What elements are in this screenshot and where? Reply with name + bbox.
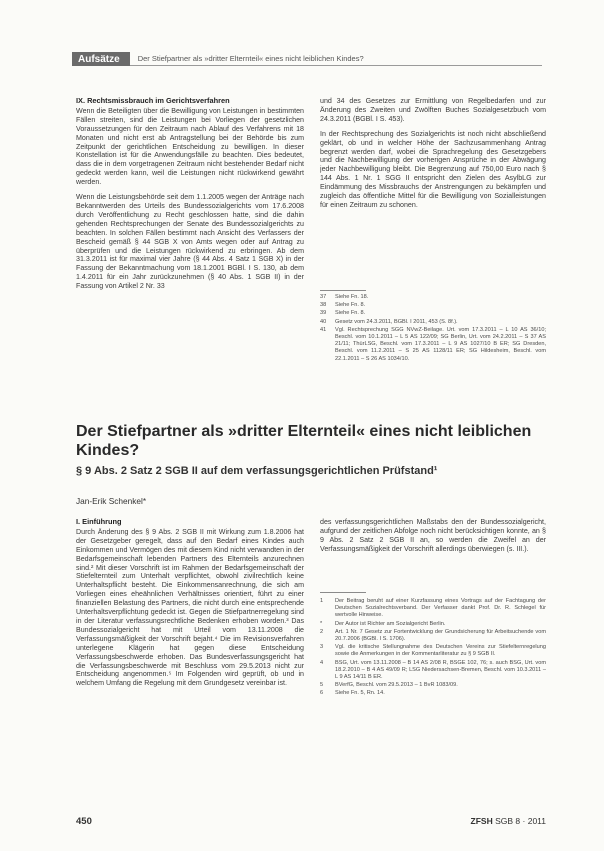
author-name: Jan-Erik Schenkel* <box>76 496 147 506</box>
article-subtitle: § 9 Abs. 2 Satz 2 SGB II auf dem verfassungsgerichtlichen Prüfstand¹ <box>76 465 438 477</box>
footnote-text: Der Beitrag beruht auf einer Kurzfassung eines Vortrags auf der Fachtagung der Deutschen Sozialrechtsverband. Der Verfasser dankt Prof. Dr. R. Schlegel für wertvolle Hinweise. <box>335 598 546 619</box>
footnote-text: Gesetz vom 24.3.2011, BGBl. I 2011, 453 (S. 8f.). <box>335 318 458 325</box>
lower-footnotes <box>320 598 546 808</box>
running-title: Der Stiefpartner als »dritter Elternteil« eines nicht leiblichen Kindes? <box>130 52 542 66</box>
footnote <box>320 690 546 697</box>
lower-left-column <box>76 518 304 808</box>
footnote-text: Siehe Fn. 18. <box>335 294 369 300</box>
paragraph: des verfassungsgerichtlichen Maßstabs den der Bundessozialgericht, aufgrund der zeitlichen Abfolge noch nicht berücksichtigen konnte, an § 9 Abs. 2 Satz 2 SGB II an, so werden die Zweifel an der Verfassungsmäßigkeit der Vorschrift allerdings überwiegen (s. III.). <box>320 518 546 553</box>
paragraph: und 34 des Gesetzes zur Ermittlung von Regelbedarfen und zur Änderung des Zweiten und Zwölften Buches Sozialgesetzbuch vom 24.3.2011 (BGBl. I S. 453). <box>320 97 546 123</box>
journal-issue: SGB 8 · 2011 <box>495 816 546 826</box>
footnote-text: Vgl. Rechtsprechung SGG NVwZ-Beilage. Urt. vom 17.3.2011 – L 10 AS 36/10; Beschl. vom 10.1.2011 – L 5 AS 122/09; SG Berlin, Urt. vom 24.2.2011 – S 37 AS 21/11; ThürLSG, Beschl. vom 17.3.2011 – L 9 AS 1027/10 B ER; SG Dresden, Beschl. vom 11.2.2011 – S 25 AS 1128/11 ER; SG Hildesheim, Beschl. vom 22.1.2011 – S 26 AS 1034/10. <box>335 326 546 362</box>
footnote-text: Der Autor ist Richter am Sozialgericht Berlin. <box>335 620 446 627</box>
paragraph: Wenn die Beteiligten über die Bewilligung von Leistungen in bestimmten Fällen streiten, sind die Leistungen bei Vorliegen der gesetzlichen Voraussetzungen für den Zeitraum nach Ablauf des Verfahrens mit 18 Monaten und nicht erst ab Antragstellung bei der Behörde bis zum Zeitpunkt der gerichtlichen Entscheidung zu bewilligen. In dieser Konstellation ist für die Anwendungsfälle zu beachten. Dies bedeutet, dass die in dem vorgetragenen Zeitraum nicht bestehender Bedarf nicht gedeckt werden kann, weil die Leistungen nicht rückwirkend gewährt werden. <box>76 106 304 187</box>
footnote <box>320 327 546 363</box>
footnote-text: Vgl. die kritische Stellungnahme des Deutschen Vereins zur Stiefelternregelung sowie die Anmerkungen in der Kommentarliteratur zu § 9 SGB II. <box>335 644 546 658</box>
footnote-text: Siehe Fn. 8. <box>335 302 366 309</box>
footnote-number: 37 <box>320 294 327 300</box>
footnote-number: 5 <box>320 682 324 689</box>
footnote-text: Art. 1 Nr. 7 Gesetz zur Fortentwicklung der Grundsicherung für Arbeitsuchende vom 20.7.2006 (BGBl. I S. 1706). <box>335 628 546 643</box>
footnote-number: 40 <box>320 318 327 325</box>
footnote-number: 38 <box>320 302 327 309</box>
upper-footnotes <box>320 294 546 370</box>
footnote-number: 3 <box>320 644 324 651</box>
journal-name: ZFSH <box>470 816 493 826</box>
page-number: 450 <box>76 816 92 827</box>
footnote-text: Siehe Fn. 8. <box>335 310 366 317</box>
section-heading-i: I. Einführung <box>76 518 122 526</box>
running-header <box>72 52 542 66</box>
lower-right-column <box>320 518 546 582</box>
paragraph: Durch Änderung des § 9 Abs. 2 SGB II mit Wirkung zum 1.8.2006 hat der Gesetzgeber geregelt, dass auf den Bedarf eines Kindes auch Einkommen und Vermögen des mit diesem Kind nicht verwandten in der Bedarfsgemeinschaft lebenden Partners des Elternteils anzurechnen sind.² Mit dieser Vorschrift ist im Rahmen der Bedarfsgemeinschaft der Stiefelternteil zum Unterhalt verpflichtet, obwohl zivilrechtlich keine Unterhaltspflicht besteht. Die Einkommensanrechnung, die sich am Vorliegen eines eheähnlichen Verhältnisses orientiert, führt zu einer finanziellen Belastung des Partners, die nicht durch eine entsprechende Unterhaltsverpflichtung gedeckt ist. Gegen die Stiefpartnerregelung sind in der Literatur verfassungsrechtliche Bedenken erhoben worden.³ Das Bundessozialgericht hat mit Urteil vom 13.11.2008 die Verfassungsmäßigkeit der Vorschrift bejaht.⁴ Die im Revisionsverfahren unterlegene Klägerin hat gegen diese Entscheidung Verfassungsbeschwerde erhoben. Das Bundesverfassungsgericht hat die Verfassungsbeschwerde mit Beschluss vom 29.5.2013 nicht zur Entscheidung angenommen.⁵ Im Folgenden wird geprüft, ob und in welchem Umfang die Regelung mit dem Grundgesetz vereinbar ist. <box>76 527 304 688</box>
footnote-rule <box>320 592 366 593</box>
footnote-number: 6 <box>320 690 324 697</box>
section-heading-ix: IX. Rechtsmissbrauch im Gerichtsverfahren <box>76 97 230 105</box>
footnote-rule <box>320 290 366 291</box>
upper-right-column <box>320 97 546 263</box>
paragraph: Wenn die Leistungsbehörde seit dem 1.1.2005 wegen der Anträge nach Bekanntwerden des Urteils des Bundessozialgerichts vom 17.6.2008 durch Veröffentlichung zu Recht geschlossen hatte, sind die dahin gehenden Rechtsprechungen der Senate des Bundessozialgerichts zu beachten. In solchen Fällen bestimmt nach Ansicht des Verfassers der Bescheid gemäß § 44 SGB X von Amts wegen oder auf Antrag zu überprüfen und die Leistungen rückwirkend zu erbringen. Ab dem 31.3.2011 ist für maximal vier Jahre (§ 44 Abs. 4 Satz 1 SGB X) in der Fassung der Bekanntmachung vom 18.1.2001 BGBl. I S. 130, ab dem 1.4.2011 für ein Jahr zurückzunehmen (§ 40 Abs. 1 SGB II) in der Fassung von Artikel 2 Nr. 33 <box>76 193 304 291</box>
footnote-number: 2 <box>320 628 324 635</box>
footnote <box>320 644 546 658</box>
article-title: Der Stiefpartner als »dritter Elternteil« eines nicht leiblichen Kindes? <box>76 423 532 459</box>
paragraph: In der Rechtsprechung des Sozialgerichts ist noch nicht abschließend geklärt, ob und in welcher Höhe der Sachzusammenhang Antrag begrenzt werden darf, wobei die Sprachregelung des Gesetzgebers und die Nachbewilligung der vorherigen Ansprüche in der Abwägung jeder Nachbewilligung bleibt. Die Begrenzung auf 750,00 Euro nach § 144 Abs. 1 Nr. 1 SGG II entspricht den Zielen des AsylbLG zur Eindämmung des Missbrauchs der Anstrengungen zu bekämpfen und zugleich das öffentliche Mittel für die Bewilligung von Sozialleistungen für einen Zeitraum zu schonen. <box>320 129 546 209</box>
footnote <box>320 302 546 309</box>
journal-footer <box>471 816 546 826</box>
upper-left-column <box>76 97 304 367</box>
footnote-number: 41 <box>320 326 327 333</box>
footnote-text: BSG, Urt. vom 13.11.2008 – B 14 AS 2/08 R, BSGE 102, 76; s. auch BSG, Urt. vom 18.2.2010 – B 4 AS 49/09 R; LSG Niedersachsen-Bremen, Beschl. vom 10.3.2011 – L 9 AS 14/11 B ER. <box>335 659 546 681</box>
footnote <box>320 598 546 620</box>
footnote-text: BVerfG, Beschl. vom 29.5.2013 – 1 BvR 1083/09. <box>335 682 458 689</box>
footnote <box>320 294 546 301</box>
footnote-text: Siehe Fn. 5, Rn. 14. <box>335 690 385 697</box>
footnote-number: 39 <box>320 310 327 317</box>
footnote <box>320 682 546 689</box>
footnote <box>320 310 546 317</box>
footnote-number: 4 <box>320 659 324 666</box>
footnote-number: 1 <box>320 598 324 604</box>
footnote <box>320 621 546 628</box>
footnote-number: * <box>320 620 323 627</box>
footnote <box>320 660 546 682</box>
footnote <box>320 629 546 643</box>
section-tag: Aufsätze <box>72 52 130 66</box>
footnote <box>320 319 546 326</box>
